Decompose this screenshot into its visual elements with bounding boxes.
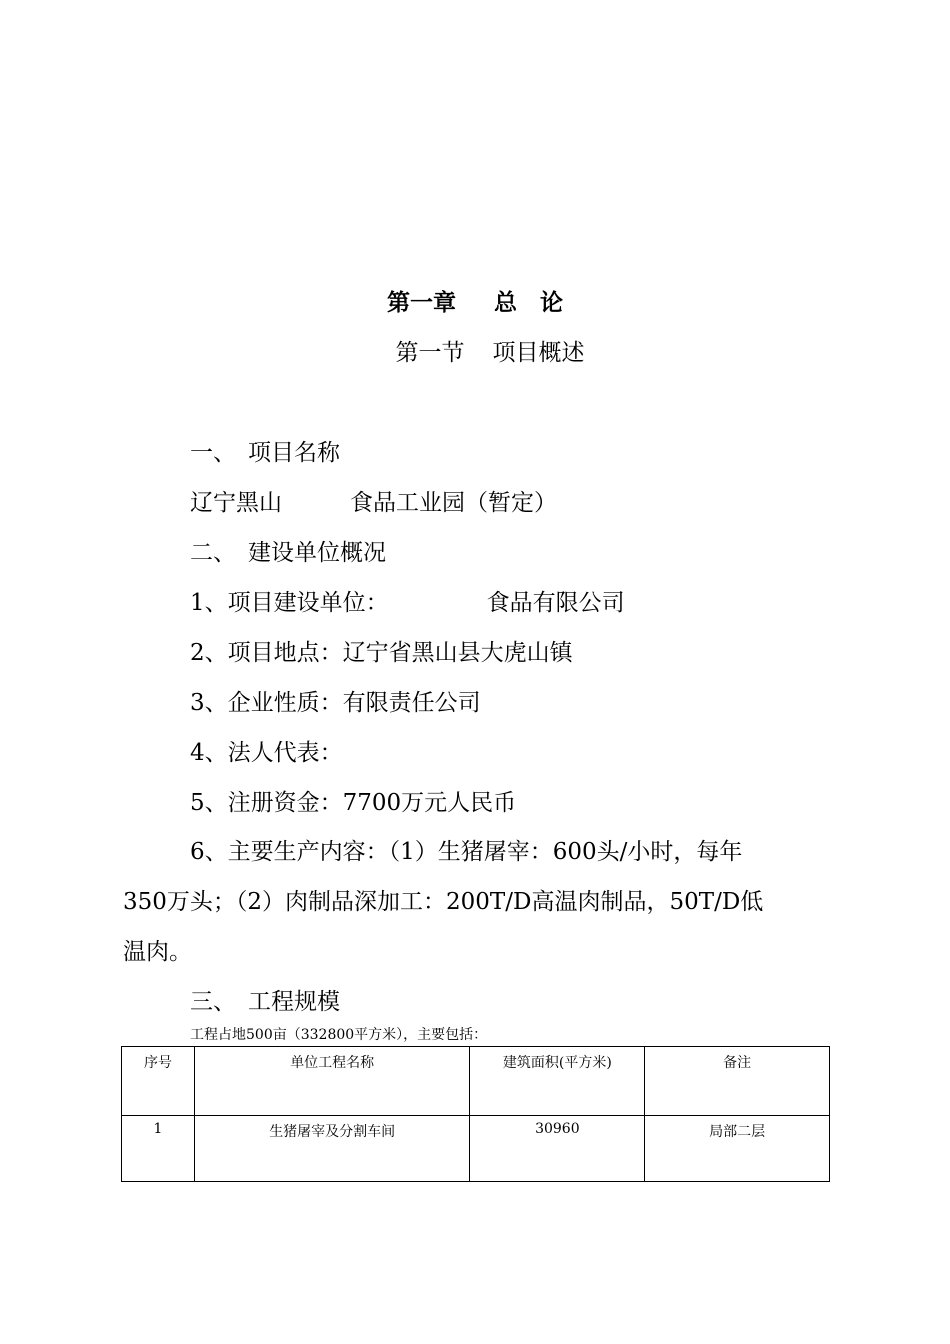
item-production-line2: 350万头；（2）肉制品深加工：200T/D高温肉制品，50T/D低	[123, 889, 764, 915]
heading-project-name	[190, 434, 340, 467]
scale-table	[121, 1046, 830, 1182]
table-cell: 生猪屠宰及分割车间	[194, 1116, 470, 1182]
item-production-line3: 温肉。	[123, 939, 192, 965]
item-production-line1: 6、主要生产内容：（1）生猪屠宰：600头/小时，每年	[190, 839, 743, 865]
item-nature: 3、企业性质：有限责任公司	[190, 690, 481, 716]
heading-text: 建设单位概况	[248, 540, 386, 566]
heading-number: 二、	[190, 540, 236, 566]
table-header-cell: 单位工程名称	[194, 1047, 470, 1116]
chapter-title-b: 论	[540, 289, 563, 316]
chapter-title	[0, 284, 950, 317]
heading-builder-overview	[190, 534, 386, 567]
table-header-cell: 建筑面积(平方米)	[470, 1047, 645, 1116]
item-build-unit-value: 食品有限公司	[486, 590, 625, 616]
item-capital: 5、注册资金：7700万元人民币	[190, 790, 517, 816]
item-legal-rep: 4、法人代表：	[190, 740, 343, 766]
heading-text: 项目名称	[248, 440, 340, 466]
section-prefix: 第一节	[395, 340, 465, 366]
project-name-part1: 辽宁黑山	[190, 490, 282, 516]
table-cell: 30960	[470, 1116, 645, 1182]
scale-intro: 工程占地500亩（332800平方米），主要包括：	[190, 1027, 488, 1043]
section-title	[0, 334, 950, 367]
table-cell: 1	[122, 1116, 195, 1182]
item-build-unit	[190, 584, 625, 617]
table-header-cell: 序号	[122, 1047, 195, 1116]
heading-number: 三、	[190, 989, 236, 1015]
chapter-prefix: 第一章	[387, 289, 456, 316]
table-header-row	[122, 1047, 830, 1116]
table-cell: 局部二层	[645, 1116, 830, 1182]
project-name	[190, 484, 557, 517]
heading-scale	[190, 983, 340, 1016]
item-build-unit-label: 1、项目建设单位：	[190, 590, 389, 616]
chapter-title-a: 总	[494, 289, 517, 316]
table-header-cell: 备注	[645, 1047, 830, 1116]
heading-number: 一、	[190, 440, 236, 466]
item-location: 2、项目地点：辽宁省黑山县大虎山镇	[190, 640, 573, 666]
section-title-text: 项目概述	[492, 340, 585, 366]
project-name-part2: 食品工业园（暂定）	[350, 490, 557, 516]
heading-text: 工程规模	[248, 989, 340, 1015]
table-row	[122, 1116, 830, 1182]
